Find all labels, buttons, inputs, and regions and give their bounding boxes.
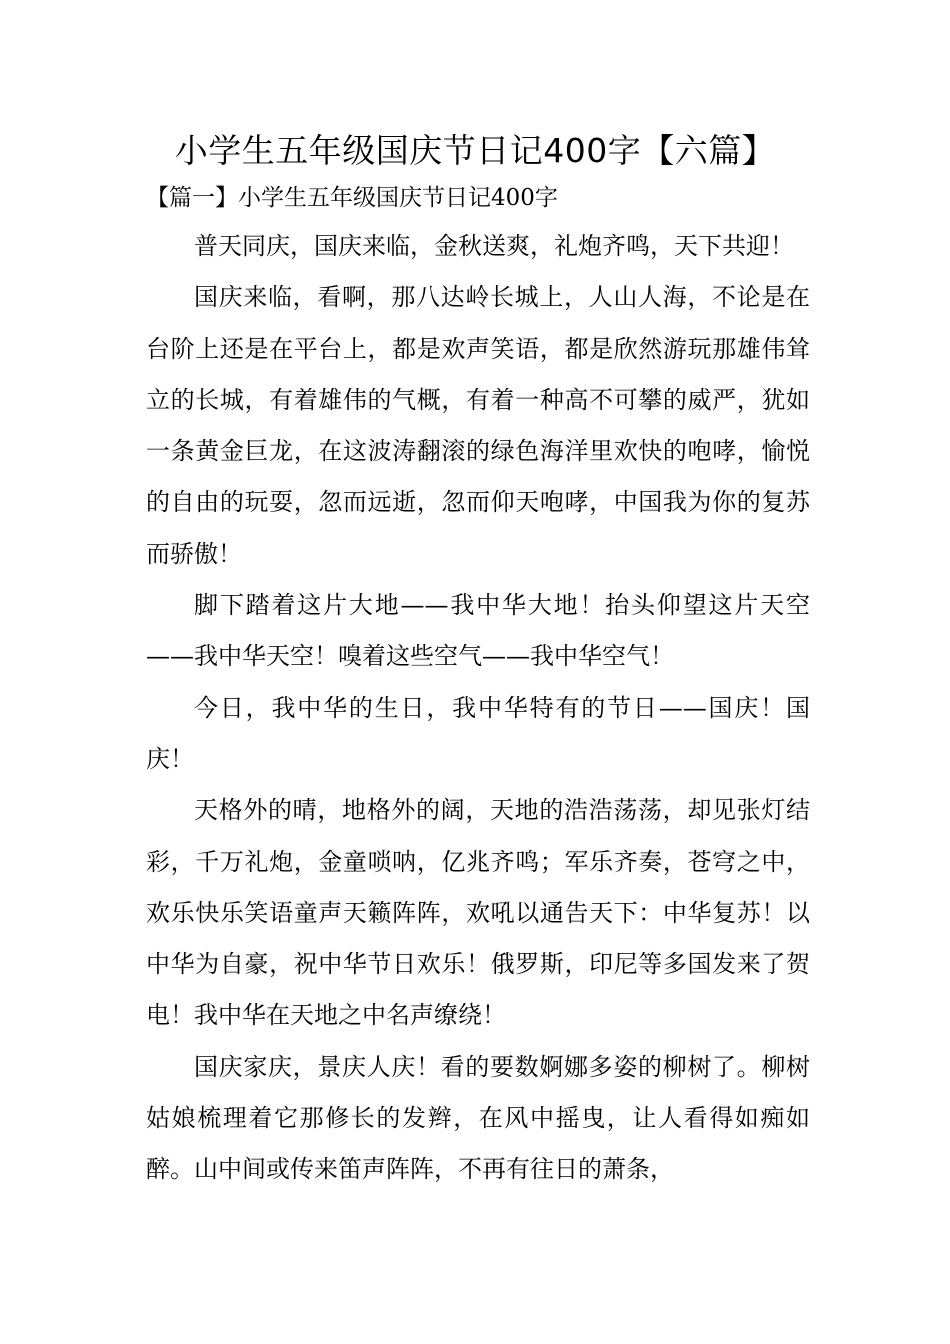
section-heading: 【篇一】小学生五年级国庆节日记400字 (146, 185, 558, 211)
document-title: 小学生五年级国庆节日记400字【六篇】 (174, 131, 776, 170)
paragraph: 脚下踏着这片大地——我中华大地！抬头仰望这片天空——我中华天空！嗅着这些空气——我中华空气！ (146, 591, 810, 671)
paragraph: 国庆家庆，景庆人庆！看的要数婀娜多姿的柳树了。柳树姑娘梳理着它那修长的发辫，在风中摇曳，让人看得如痴如醉。山中间或传来笛声阵阵，不再有往日的萧条， (146, 1052, 810, 1184)
paragraph: 今日，我中华的生日，我中华特有的节日——国庆！国庆！ (146, 693, 810, 773)
paragraph: 天格外的晴，地格外的阔，天地的浩浩荡荡，却见张灯结彩，千万礼炮，金童唢呐，亿兆齐鸣；军乐齐奏，苍穹之中，欢乐快乐笑语童声天籁阵阵，欢吼以通告天下：中华复苏！以中华为自豪，祝中华节日欢乐！俄罗斯，印尼等多国发来了贺电！我中华在天地之中名声缭绕！ (146, 796, 810, 1030)
document-body (146, 221, 810, 1196)
paragraph: 普天同庆，国庆来临，金秋送爽，礼炮齐鸣，天下共迎！ (194, 232, 794, 260)
paragraph: 国庆来临，看啊，那八达岭长城上，人山人海，不论是在台阶上还是在平台上，都是欢声笑语，都是欣然游玩那雄伟耸立的长城，有着雄伟的气概，有着一种高不可攀的威严，犹如一条黄金巨龙，在这波涛翻滚的绿色海洋里欢快的咆哮，愉悦的自由的玩耍，忽而远逝，忽而仰天咆哮，中国我为你的复苏而骄傲！ (146, 283, 810, 568)
